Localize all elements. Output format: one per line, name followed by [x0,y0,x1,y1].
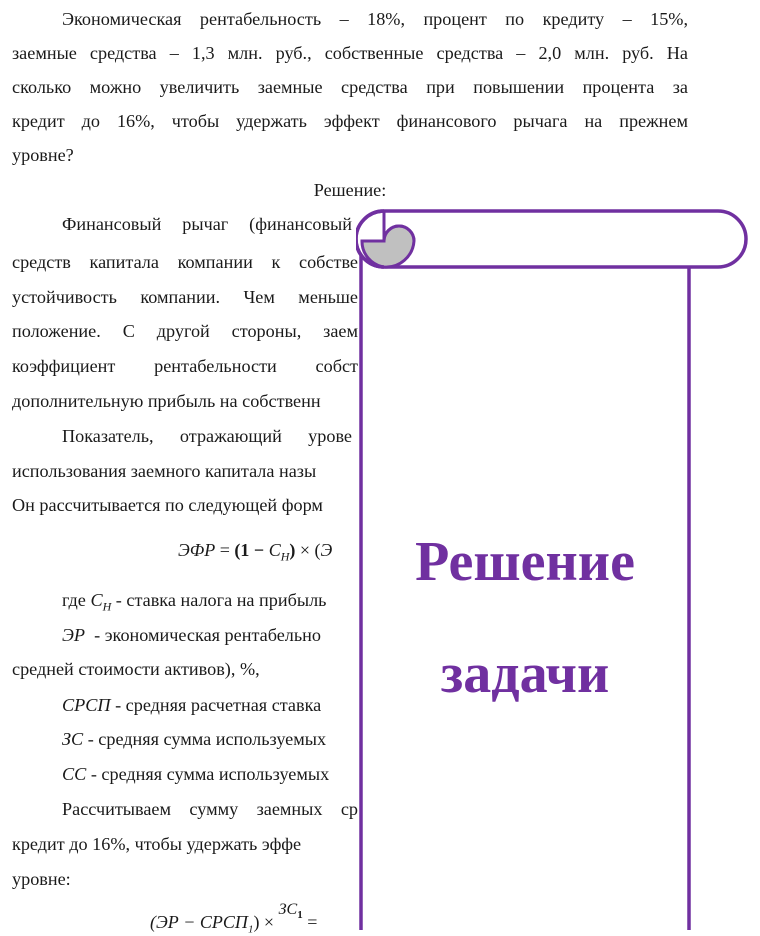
fraction-numerator: $ЗС_1$ [278,901,303,922]
where-line-6: СС - средняя сумма используемых [62,764,330,784]
body-line-12: уровне: [12,869,71,889]
body-line-11: кредит до 16%, чтобы удержать эффе [12,834,302,854]
body-line-1: Финансовый рычаг (финансовый [62,214,352,234]
body-line-3: устойчивость компании. Чем меньше [12,287,358,307]
solution-heading: Решение: [313,180,387,200]
body-line-2: средств капитала компании к собстве [12,252,358,272]
task-line-4: кредит до 16%, чтобы удержать эффект финансового рычага на прежнем [12,111,688,131]
scroll-title-line-2: задачи [440,643,610,705]
body-line-6: дополнительную прибыль на собственн [12,391,321,411]
body-line-8: использования заемного капитала назы [12,461,317,481]
task-line-3: сколько можно увеличить заемные средства при повышении процента за [12,77,688,97]
where-line-4: СРСП - средняя расчетная ставка [62,695,322,715]
formula-loan: $(ЭР - СРСП_1) \times ЗС_1$ = [150,901,318,936]
formula-efr: ЭФР = $(1 - C_H) \times (Э$ [178,540,333,564]
body-line-4: положение. С другой стороны, заем [12,321,358,341]
body-line-9: Он рассчитывается по следующей форм [12,495,323,515]
task-line-1: Экономическая рентабельность – 18%, процент по кредиту – 15%, [62,9,688,29]
task-line-2: заемные средства – 1,3 млн. руб., собственные средства – 2,0 млн. руб. На [12,43,688,63]
body-line-10: Рассчитываем сумму заемных ср [62,799,358,819]
scroll-title-line-1: Решение [415,531,635,593]
body-line-5: коэффициент рентабельности собст [12,356,358,376]
body-line-7: Показатель, отражающий урове [62,426,352,446]
where-line-2: ЭР - экономическая рентабельно [62,625,321,645]
task-line-5: уровне? [12,145,74,165]
where-line-5: ЗС - средняя сумма используемых [62,729,327,749]
where-line-1: где $C_H$ - ставка налога на прибыль [62,590,327,614]
where-line-3: средней стоимости активов), %, [12,659,260,679]
